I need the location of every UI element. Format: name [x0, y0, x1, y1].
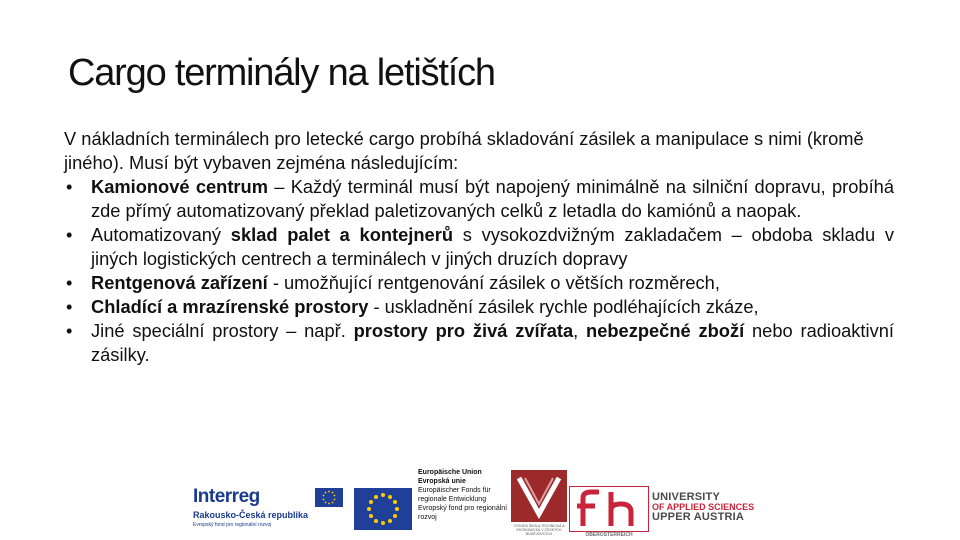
bullet-text: Jiné speciální prostory – např. [91, 320, 354, 341]
university-line: UPPER AUSTRIA [652, 511, 745, 523]
bullet-text: Automatizovaný [91, 224, 231, 245]
interreg-logo [193, 486, 308, 538]
bullet-bold: nebezpečné zboží [586, 320, 745, 341]
eu-text-line: Evropská unie [418, 478, 466, 485]
interreg-tagline: Evropský fond pro regionální rozvoj [193, 522, 272, 528]
intro-paragraph: V nákladních terminálech pro letecké cargo probíhá skladování zásilek a manipulace s nimi (kromě jiného). Musí být vybaven zejména následujícím: [64, 128, 864, 173]
fh-caption: OBERÖSTERREICH [585, 532, 633, 538]
bullet-list [64, 175, 894, 367]
logo-strip [0, 460, 960, 540]
bullet-item [64, 223, 894, 271]
bullet-icon: • [66, 176, 73, 197]
bullet-item [64, 295, 894, 319]
bullet-icon: • [66, 224, 73, 245]
eu-flag-small-icon [315, 488, 343, 507]
vste-caption: VYSOKÁ ŠKOLA TECHNICKÁ A EKONOMICKÁ V ČESKÝCH BUDĚJOVICÍCH [513, 524, 565, 536]
bullet-bold: prostory pro živá zvířata [353, 320, 574, 341]
eu-flag-icon [354, 488, 412, 530]
bullet-item [64, 271, 894, 295]
bullet-text: – Každý terminál musí být napojený minimálně na silniční dopravu, probíhá zde přímý automatizovaný překlad paletizovaných celků z letadla do kamiónů a naopak. [91, 176, 894, 221]
bullet-item [64, 175, 894, 223]
university-wordmark [652, 492, 754, 522]
bullet-icon: • [66, 320, 73, 341]
bullet-text: , [573, 320, 587, 341]
interreg-wordmark: Interreg [193, 486, 260, 507]
bullet-icon: • [66, 296, 73, 317]
fh-logo-icon [569, 486, 649, 532]
bullet-bold: Kamionové centrum [91, 176, 268, 197]
eu-text-line: Europäischer Fonds für regionale Entwicklung [418, 487, 491, 503]
slide-body [64, 127, 894, 367]
bullet-text: - uskladnění zásilek rychle podléhajících zkáze, [368, 296, 759, 317]
bullet-bold: sklad palet a kontejnerů [230, 224, 453, 245]
bullet-item [64, 319, 894, 367]
eu-text-line: Europäische Union [418, 469, 482, 476]
interreg-subtitle: Rakousko-Česká republika [193, 510, 309, 520]
university-line: OF APPLIED SCIENCES [652, 502, 755, 512]
bullet-bold: Chladící a mrazírenské prostory [91, 296, 369, 317]
bullet-bold: Rentgenová zařízení [91, 272, 268, 293]
eu-text-line: Evropský fond pro regionální rozvoj [418, 505, 508, 521]
university-line: UNIVERSITY [652, 491, 721, 503]
bullet-text: nebo radioaktivní zásilky. [91, 320, 894, 365]
slide-title: Cargo terminály na letištích [68, 52, 495, 94]
eu-funding-text [418, 468, 514, 522]
bullet-text: s vysokozdvižným zakladačem – obdoba skladu v jiných logistických centrech a terminálech v jiných druzích dopravy [91, 224, 894, 269]
bullet-text: - umožňující rentgenování zásilek o větších rozměrech, [267, 272, 720, 293]
bullet-icon: • [66, 272, 73, 293]
